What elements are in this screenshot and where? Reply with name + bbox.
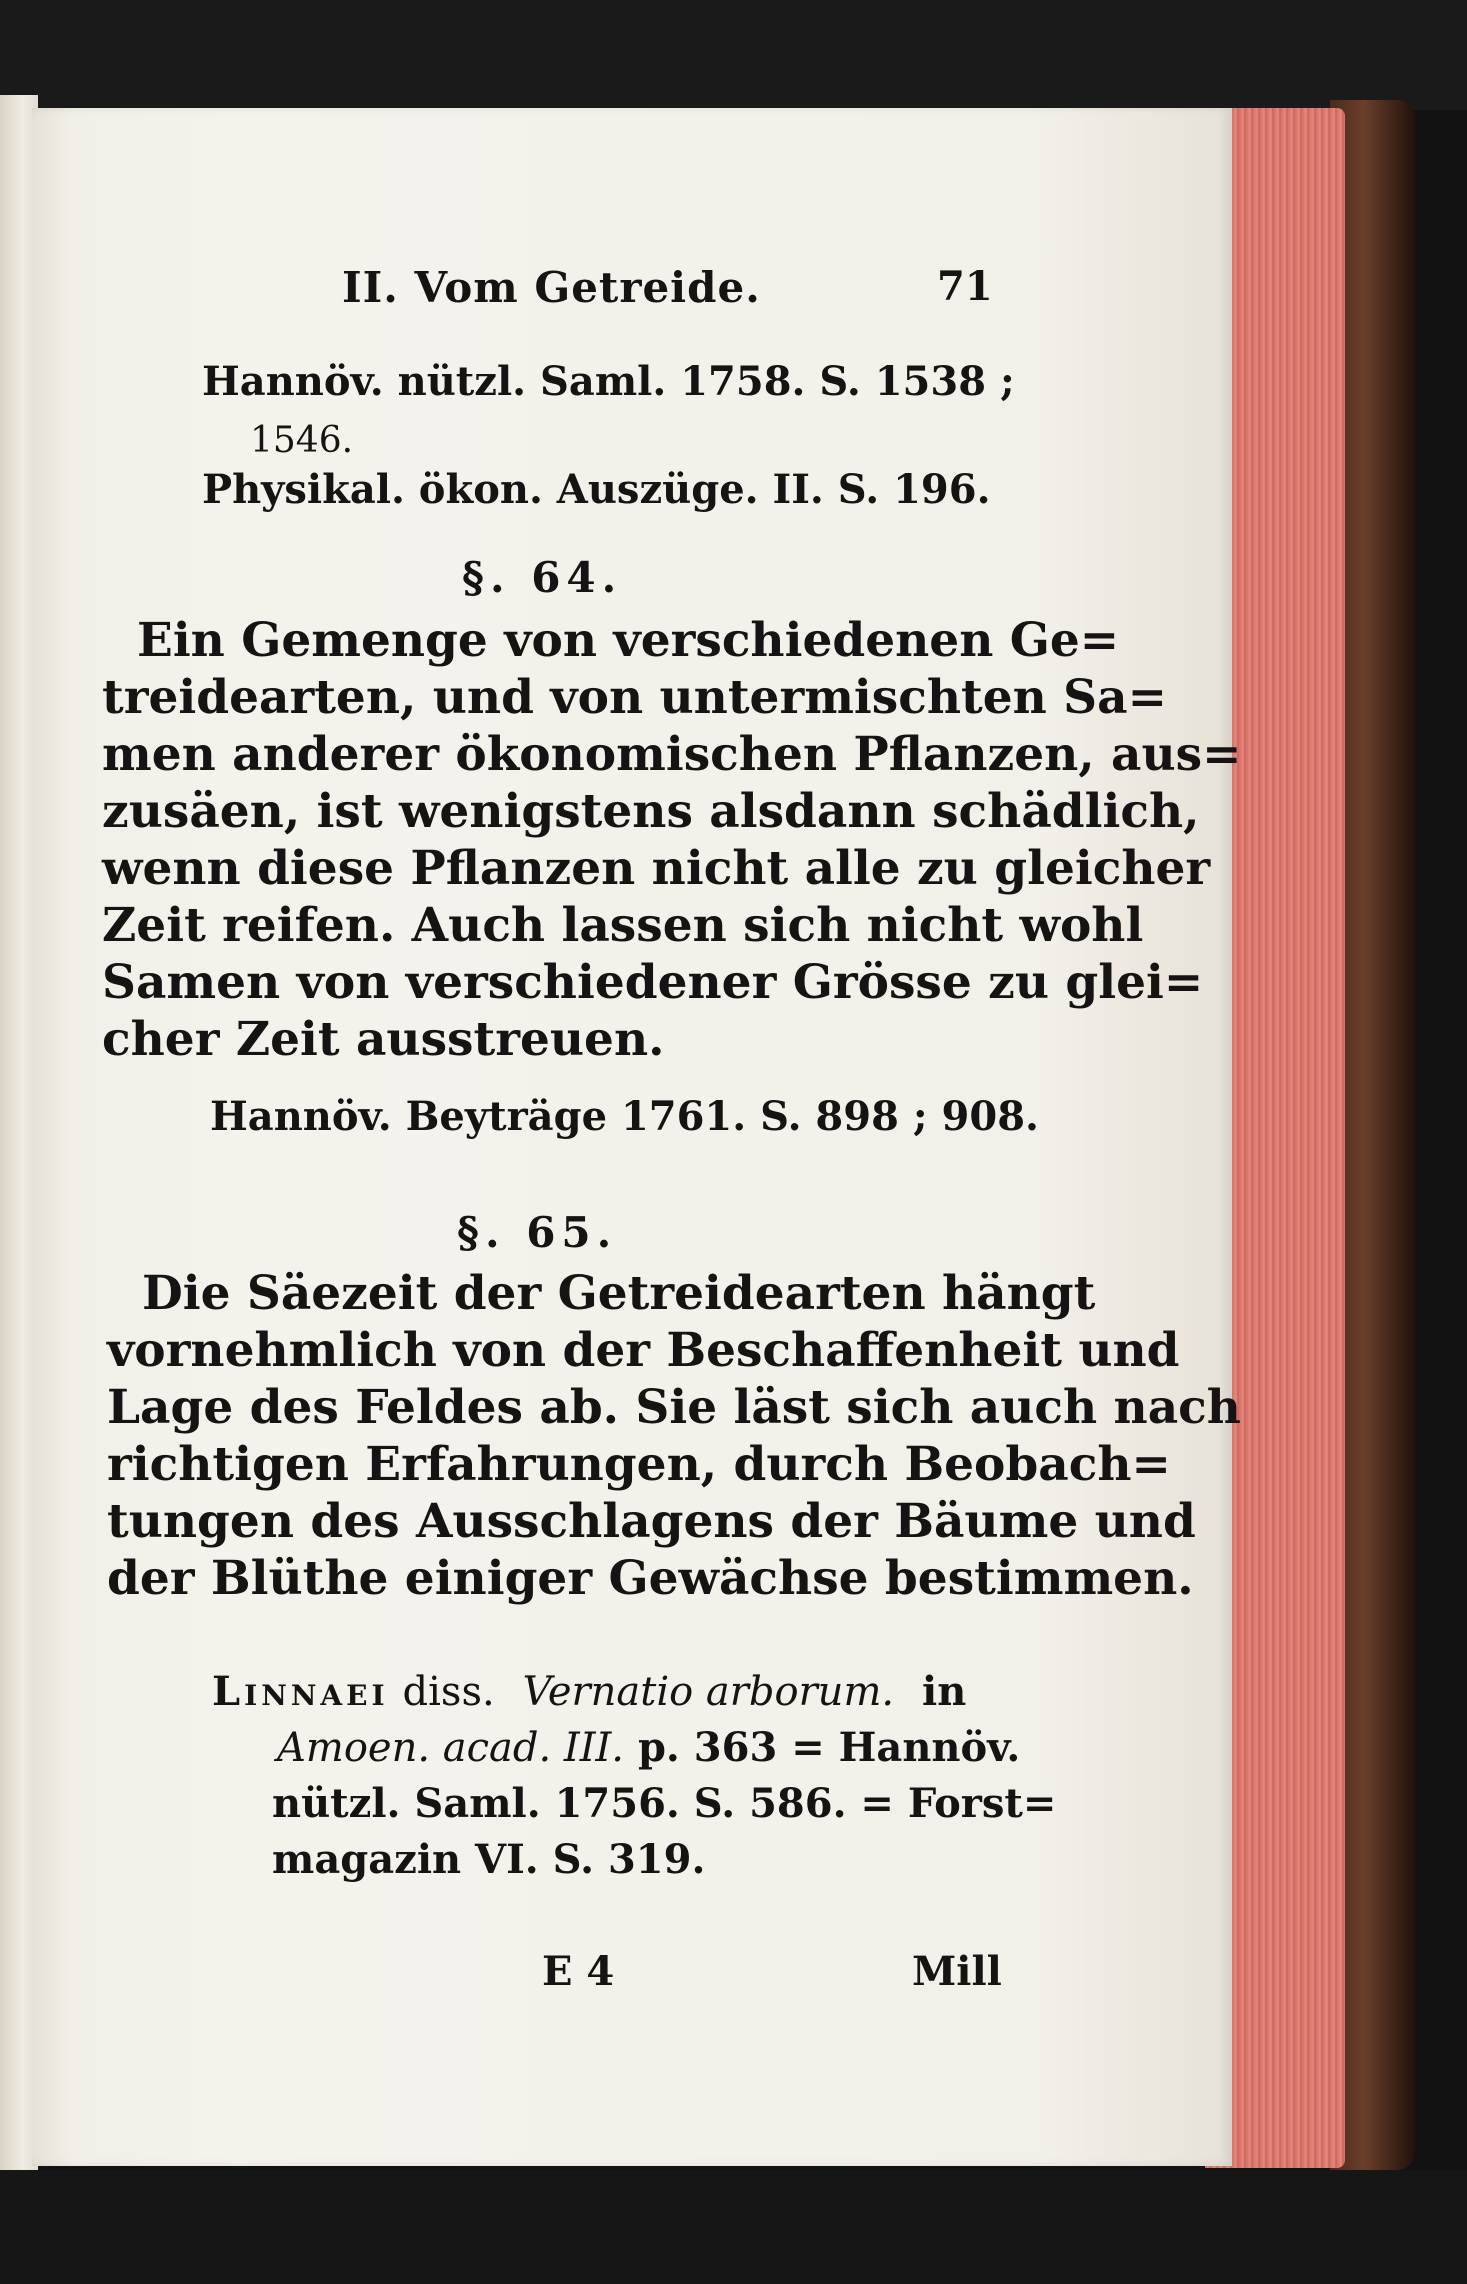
background-top bbox=[0, 0, 1467, 110]
section-64-line: Ein Gemenge von verschiedenen Ge= bbox=[137, 613, 1120, 668]
citation-diss: diss. bbox=[402, 1669, 495, 1715]
book-page bbox=[32, 108, 1242, 2166]
reference-line: Hannöv. nützl. Saml. 1758. S. 1538 ; bbox=[202, 358, 1015, 405]
citation-line-4: magazin VI. S. 319. bbox=[272, 1836, 706, 1883]
page-number: 71 bbox=[937, 263, 993, 310]
section-64-reference: Hannöv. Beyträge 1761. S. 898 ; 908. bbox=[210, 1093, 1039, 1140]
catchword: Mill bbox=[912, 1948, 1002, 1995]
section-65-line: tungen des Ausschlagens der Bäume und bbox=[107, 1494, 1196, 1549]
citation-title: Vernatio arborum. bbox=[522, 1669, 895, 1715]
section-64-heading: §. 64. bbox=[462, 553, 623, 602]
section-65-line: Die Säezeit der Getreidearten hängt bbox=[142, 1266, 1096, 1321]
section-65-heading: §. 65. bbox=[457, 1208, 618, 1257]
section-64-line: Samen von verschiedener Grösse zu glei= bbox=[102, 955, 1204, 1010]
background-bottom bbox=[0, 2170, 1467, 2284]
section-64-line: wenn diese Pflanzen nicht alle zu gleicher bbox=[102, 841, 1211, 896]
running-head: II. Vom Getreide. bbox=[342, 263, 761, 312]
signature-mark: E 4 bbox=[542, 1948, 615, 1995]
section-65-line: richtigen Erfahrungen, durch Beobach= bbox=[107, 1437, 1171, 1492]
reference-line: 1546. bbox=[250, 420, 354, 461]
reference-line: Physikal. ökon. Auszüge. II. S. 196. bbox=[202, 466, 991, 513]
citation-line-1 bbox=[212, 1668, 966, 1715]
section-65-line: Lage des Feldes ab. Sie läst sich auch nach bbox=[107, 1380, 1241, 1435]
citation-in: in bbox=[922, 1668, 967, 1715]
section-64-line: Zeit reifen. Auch lassen sich nicht wohl bbox=[102, 898, 1144, 953]
citation-author: Linnaei bbox=[212, 1668, 389, 1715]
citation-line-2 bbox=[277, 1724, 1020, 1771]
citation-journal: Amoen. acad. III. bbox=[277, 1725, 625, 1771]
section-65-line: vornehmlich von der Beschaffenheit und bbox=[107, 1323, 1180, 1378]
section-64-line: treidearten, und von untermischten Sa= bbox=[102, 670, 1167, 725]
section-64-line: zusäen, ist wenigstens alsdann schädlich, bbox=[102, 784, 1200, 839]
citation-line-3: nützl. Saml. 1756. S. 586. = Forst= bbox=[272, 1780, 1057, 1827]
section-64-line: men anderer ökonomischen Pflanzen, aus= bbox=[102, 727, 1242, 782]
section-64-line: cher Zeit ausstreuen. bbox=[102, 1012, 665, 1067]
citation-pages: p. 363 = Hannöv. bbox=[637, 1724, 1021, 1771]
section-65-line: der Blüthe einiger Gewächse bestimmen. bbox=[107, 1551, 1194, 1606]
